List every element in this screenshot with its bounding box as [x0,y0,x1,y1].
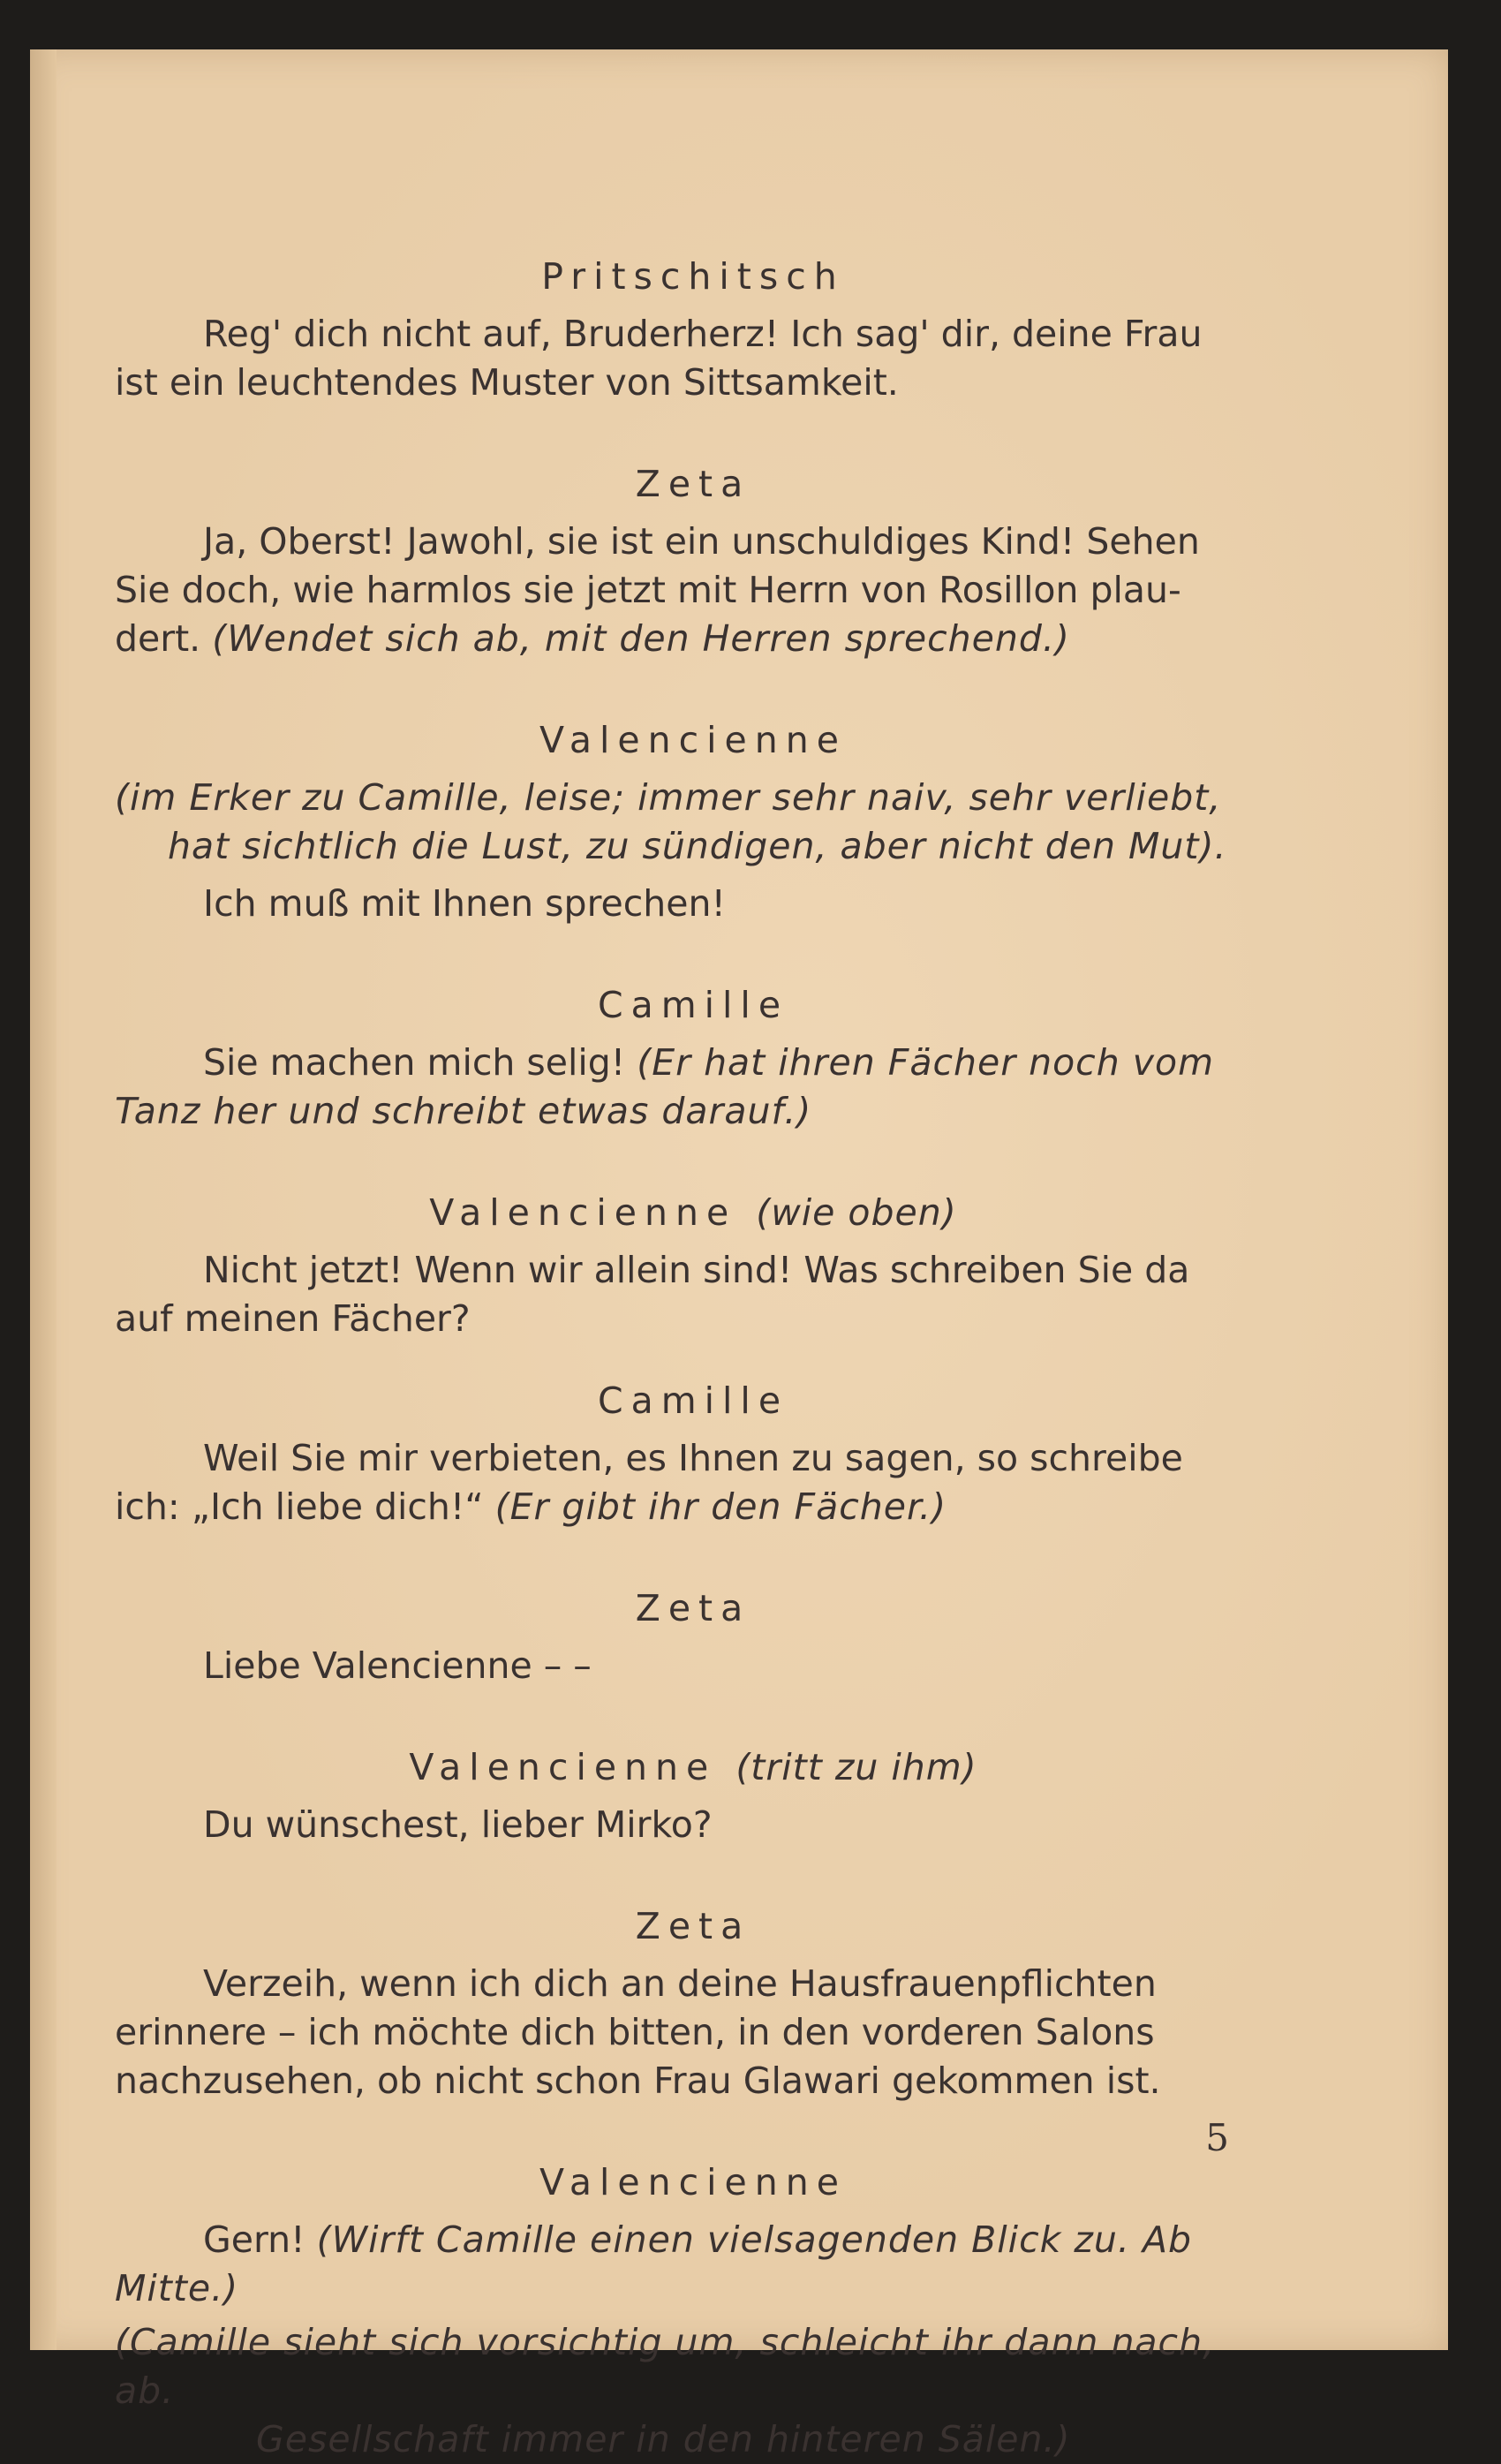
speaker-heading [115,1189,1271,1237]
stage-direction: (im Erker zu Camille, leise; immer sehr naiv, sehr verliebt, [115,776,1222,819]
dialogue-line: Ja, Oberst! Jawohl, sie ist ein unschuldiges Kind! Sehen [203,520,1200,563]
speaker-heading [115,1743,1271,1792]
stage-direction: hat sichtlich die Lust, zu sündigen, aber nicht den Mut). [168,825,1227,867]
stage-direction: (Er gibt ihr den Fächer.) [494,1485,947,1528]
stage-direction: (Er hat ihren Fächer noch vom [637,1041,1215,1084]
dialogue-block [115,460,1271,663]
dialogue-block [115,253,1271,407]
dialogue-line: ist ein leuchtendes Muster von Sittsamkeit. [115,361,899,404]
stage-direction: (Camille sieht sich vorsichtig um, schleicht ihr dann nach, ab. [115,2321,1216,2412]
speaker-name: Camille [597,1379,789,1422]
speaker-stage-note: (tritt zu ihm) [735,1746,977,1788]
dialogue-line: Weil Sie mir verbieten, es Ihnen zu sagen, so schreibe [203,1437,1183,1479]
book-page [30,49,1448,2460]
stage-direction: Tanz her und schreibt etwas darauf.) [115,1090,812,1132]
page-binding-edge [30,49,57,2350]
dialogue-block [115,1902,1271,2105]
play-text [115,253,1271,2464]
speaker-stage-note: (wie oben) [756,1191,957,1234]
dialogue-block [115,981,1271,1136]
dialogue-line: Reg' dich nicht auf, Bruderherz! Ich sag' dir, deine Frau [203,313,1203,355]
dialogue-block [115,1189,1271,1343]
stage-direction: Gesellschaft immer in den hinteren Sälen.) [256,2418,1071,2460]
speaker-name: Valencienne [539,2161,847,2203]
dialogue-line: dert. [115,617,201,660]
dialogue-block [115,1377,1271,1531]
speaker-name: Valencienne [539,719,847,761]
dialogue-line: ich: „Ich liebe dich!“ [115,1485,484,1528]
dialogue-block [115,1743,1271,1849]
speaker-name: Valencienne [409,1746,717,1788]
dialogue-line: Verzeih, wenn ich dich an deine Hausfrauenpflichten [203,1962,1157,2005]
speaker-name: Zeta [635,463,751,505]
speaker-name: Camille [597,984,789,1026]
dialogue-line: Sie doch, wie harmlos sie jetzt mit Herrn von Rosillon plau- [115,569,1181,611]
speaker-name: Zeta [635,1587,751,1629]
stage-direction: (Wirft Camille einen vielsagenden Blick zu. Ab [316,2218,1193,2261]
dialogue-line: auf meinen Fächer? [115,1297,471,1340]
dialogue-line: nachzusehen, ob nicht schon Frau Glawari gekommen ist. [115,2060,1161,2102]
dialogue-block [115,2158,1271,2464]
dialogue-line: Liebe Valencienne – – [203,1644,592,1687]
stage-direction: Mitte.) [115,2267,239,2309]
dialogue-block [115,716,1271,928]
speaker-name: Zeta [635,1905,751,1947]
dialogue-line: Ich muß mit Ihnen sprechen! [203,882,726,925]
dialogue-line: Gern! [203,2218,305,2261]
dialogue-line: Nicht jetzt! Wenn wir allein sind! Was schreiben Sie da [203,1249,1190,1291]
dialogue-line: Sie machen mich selig! [203,1041,626,1084]
dialogue-block [115,1584,1271,1690]
speaker-name: Valencienne [429,1191,737,1234]
page-number: 5 [1205,2116,1229,2159]
stage-direction: (Wendet sich ab, mit den Herren sprechend.) [212,617,1070,660]
speaker-name: Pritschitsch [541,255,845,298]
dialogue-line: Du wünschest, lieber Mirko? [203,1803,713,1846]
dialogue-line: erinnere – ich möchte dich bitten, in den vorderen Salons [115,2011,1155,2053]
